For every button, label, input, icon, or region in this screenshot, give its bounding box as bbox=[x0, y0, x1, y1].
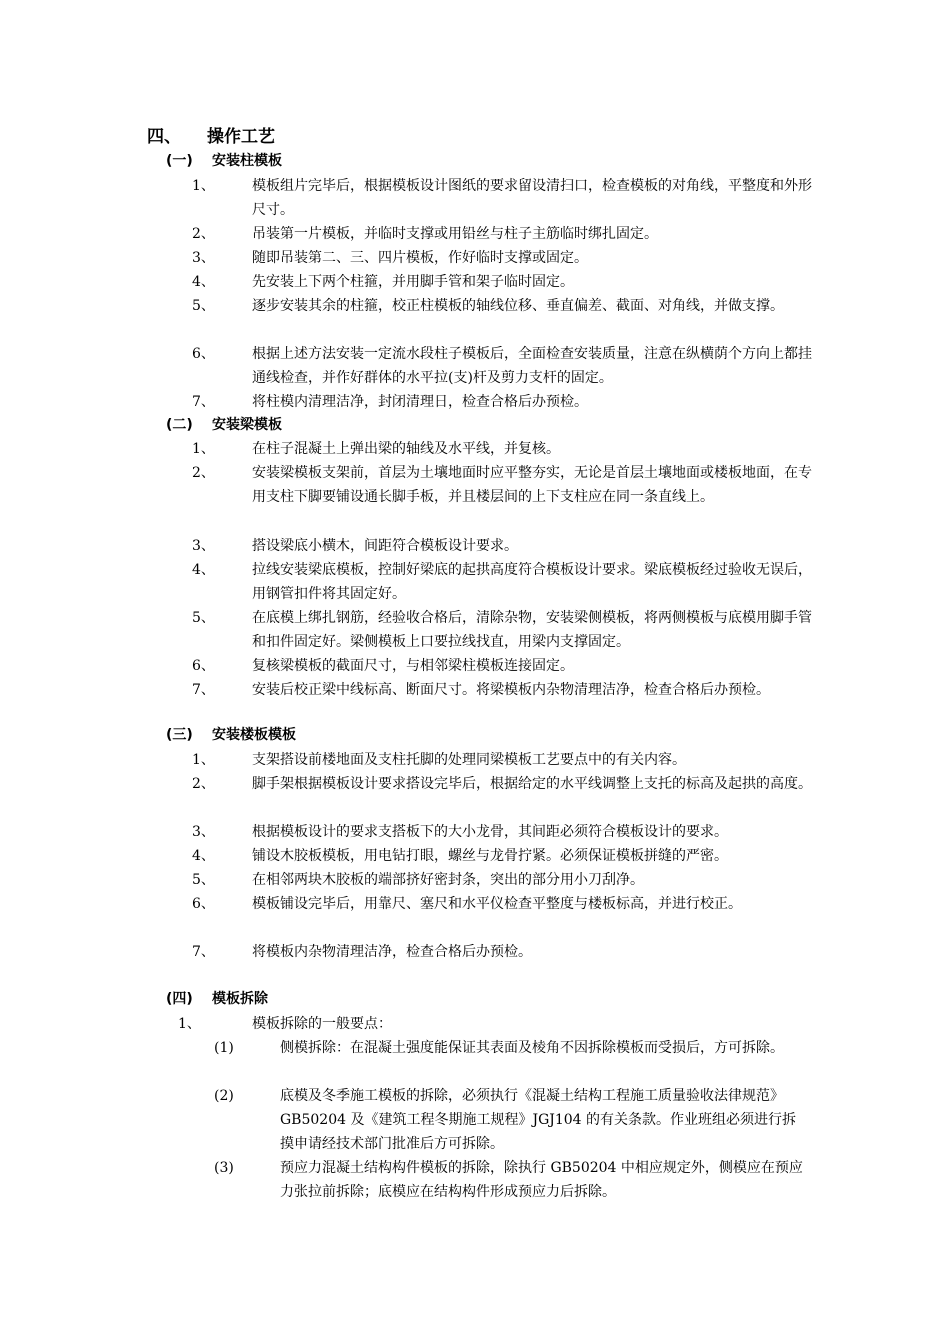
sub-item-text: 底模及冬季施工模板的拆除，必须执行《混凝土结构工程施工质量验收法律规范》GB50204 及《建筑工程冬期施工规程》JGJ104 的有关条款。作业班组必须进行拆摸申请经技术部门批准后方可拆除。 bbox=[280, 1088, 797, 1152]
section-number: (四) bbox=[166, 991, 193, 1007]
main-heading-title: 操作工艺 bbox=[207, 127, 275, 147]
list-item bbox=[192, 820, 822, 844]
list-item bbox=[192, 174, 822, 222]
sub-item-text: 侧模拆除：在混凝土强度能保证其表面及棱角不因拆除模板而受损后，方可拆除。 bbox=[280, 1040, 784, 1056]
list-item bbox=[192, 892, 822, 916]
list-item bbox=[192, 342, 822, 390]
item-number: 4、 bbox=[192, 274, 215, 290]
sub-list-item bbox=[214, 1036, 814, 1060]
sub-item-number: (1) bbox=[214, 1040, 234, 1056]
item-text: 先安装上下两个柱箍，并用脚手管和架子临时固定。 bbox=[252, 274, 574, 290]
item-number: 7、 bbox=[192, 394, 215, 410]
list-item bbox=[192, 558, 822, 606]
item-number: 7、 bbox=[192, 944, 215, 960]
item-text: 支架搭设前楼地面及支柱托脚的处理同梁模板工艺要点中的有关内容。 bbox=[252, 752, 686, 768]
section-number: (一) bbox=[166, 153, 193, 169]
item-number: 6、 bbox=[192, 346, 215, 362]
section-heading-2 bbox=[166, 414, 282, 436]
item-number: 2、 bbox=[192, 465, 215, 481]
section-heading-4 bbox=[166, 988, 268, 1010]
item-number: 4、 bbox=[192, 848, 215, 864]
list-item bbox=[192, 748, 822, 772]
item-text: 在底模上绑扎钢筋，经验收合格后，清除杂物，安装梁侧模板，将两侧模板与底模用脚手管和扣件固定好。梁侧模板上口要拉线找直，用梁内支撑固定。 bbox=[252, 610, 812, 650]
item-number: 3、 bbox=[192, 538, 215, 554]
section-title: 模板拆除 bbox=[212, 991, 268, 1007]
list-item bbox=[192, 940, 822, 964]
item-number: 1、 bbox=[178, 1016, 201, 1032]
section-title: 安装梁模板 bbox=[212, 417, 282, 433]
item-number: 3、 bbox=[192, 824, 215, 840]
list-item bbox=[192, 461, 822, 509]
item-number: 4、 bbox=[192, 562, 215, 578]
list-item bbox=[192, 534, 822, 558]
section-title: 安装柱模板 bbox=[212, 153, 282, 169]
item-number: 3、 bbox=[192, 250, 215, 266]
sub-list-item bbox=[214, 1084, 814, 1156]
section-heading-1 bbox=[166, 150, 282, 172]
list-item bbox=[192, 868, 822, 892]
item-text: 将模板内杂物清理洁净，检查合格后办预检。 bbox=[252, 944, 532, 960]
item-text: 拉线安装梁底模板，控制好梁底的起拱高度符合模板设计要求。梁底模板经过验收无误后，用钢管扣件将其固定好。 bbox=[252, 562, 812, 602]
list-item bbox=[178, 1012, 808, 1036]
item-number: 7、 bbox=[192, 682, 215, 698]
item-number: 6、 bbox=[192, 896, 215, 912]
item-text: 随即吊装第二、三、四片模板，作好临时支撑或固定。 bbox=[252, 250, 588, 266]
section-number: (二) bbox=[166, 417, 193, 433]
section-heading-3 bbox=[166, 724, 296, 746]
list-item bbox=[192, 606, 822, 654]
item-text: 根据模板设计的要求支搭板下的大小龙骨，其间距必须符合模板设计的要求。 bbox=[252, 824, 728, 840]
item-text: 脚手架根据模板设计要求搭设完毕后，根据给定的水平线调整上支托的标高及起拱的高度。 bbox=[252, 776, 812, 792]
sub-item-number: (3) bbox=[214, 1160, 234, 1176]
list-item bbox=[192, 270, 822, 294]
item-number: 2、 bbox=[192, 776, 215, 792]
section-number: (三) bbox=[166, 727, 193, 743]
section-title: 安装楼板模板 bbox=[212, 727, 296, 743]
item-text: 在相邻两块木胶板的端部挤好密封条，突出的部分用小刀刮净。 bbox=[252, 872, 644, 888]
item-text: 模板组片完毕后，根据模板设计图纸的要求留设清扫口，检查模板的对角线，平整度和外形尺寸。 bbox=[252, 178, 812, 218]
item-number: 5、 bbox=[192, 872, 215, 888]
list-item bbox=[192, 294, 822, 318]
list-item bbox=[192, 390, 822, 414]
item-text: 在柱子混凝土上弹出梁的轴线及水平线，并复核。 bbox=[252, 441, 560, 457]
item-text: 安装后校正梁中线标高、断面尺寸。将梁模板内杂物清理洁净，检查合格后办预检。 bbox=[252, 682, 770, 698]
sub-item-text: 预应力混凝土结构构件模板的拆除，除执行 GB50204 中相应规定外，侧模应在预应力张拉前拆除；底模应在结构构件形成预应力后拆除。 bbox=[280, 1160, 803, 1200]
item-text: 搭设梁底小横木，间距符合模板设计要求。 bbox=[252, 538, 518, 554]
list-item bbox=[192, 654, 822, 678]
item-text: 逐步安装其余的柱箍，校正柱模板的轴线位移、垂直偏差、截面、对角线，并做支撑。 bbox=[252, 298, 784, 314]
main-heading bbox=[147, 126, 275, 148]
list-item bbox=[192, 222, 822, 246]
item-text: 模板拆除的一般要点： bbox=[252, 1016, 392, 1032]
list-item bbox=[192, 437, 822, 461]
item-number: 5、 bbox=[192, 298, 215, 314]
item-number: 2、 bbox=[192, 226, 215, 242]
sub-list-item bbox=[214, 1156, 814, 1204]
main-heading-number: 四、 bbox=[147, 127, 181, 147]
item-text: 吊装第一片模板，并临时支撑或用铅丝与柱子主筋临时绑扎固定。 bbox=[252, 226, 658, 242]
list-item bbox=[192, 246, 822, 270]
list-item bbox=[192, 678, 822, 702]
list-item bbox=[192, 844, 822, 868]
item-number: 5、 bbox=[192, 610, 215, 626]
list-item bbox=[192, 772, 822, 796]
item-text: 安装梁模板支架前，首层为土壤地面时应平整夯实，无论是首层土壤地面或楼板地面，在专用支柱下脚要铺设通长脚手板，并且楼层间的上下支柱应在同一条直线上。 bbox=[252, 465, 812, 505]
item-number: 1、 bbox=[192, 178, 215, 194]
item-text: 将柱模内清理洁净，封闭清理日，检查合格后办预检。 bbox=[252, 394, 588, 410]
item-text: 根据上述方法安装一定流水段柱子模板后，全面检查安装质量，注意在纵横荫个方向上都挂通线检查，并作好群体的水平拉(支)杆及剪力支杆的固定。 bbox=[252, 346, 812, 386]
item-number: 6、 bbox=[192, 658, 215, 674]
item-text: 复核梁模板的截面尺寸，与相邻梁柱模板连接固定。 bbox=[252, 658, 574, 674]
item-text: 铺设木胶板模板，用电钻打眼，螺丝与龙骨拧紧。必须保证模板拼缝的严密。 bbox=[252, 848, 728, 864]
item-text: 模板铺设完毕后，用靠尺、塞尺和水平仪检查平整度与楼板标高，并进行校正。 bbox=[252, 896, 742, 912]
item-number: 1、 bbox=[192, 441, 215, 457]
sub-item-number: (2) bbox=[214, 1088, 234, 1104]
item-number: 1、 bbox=[192, 752, 215, 768]
